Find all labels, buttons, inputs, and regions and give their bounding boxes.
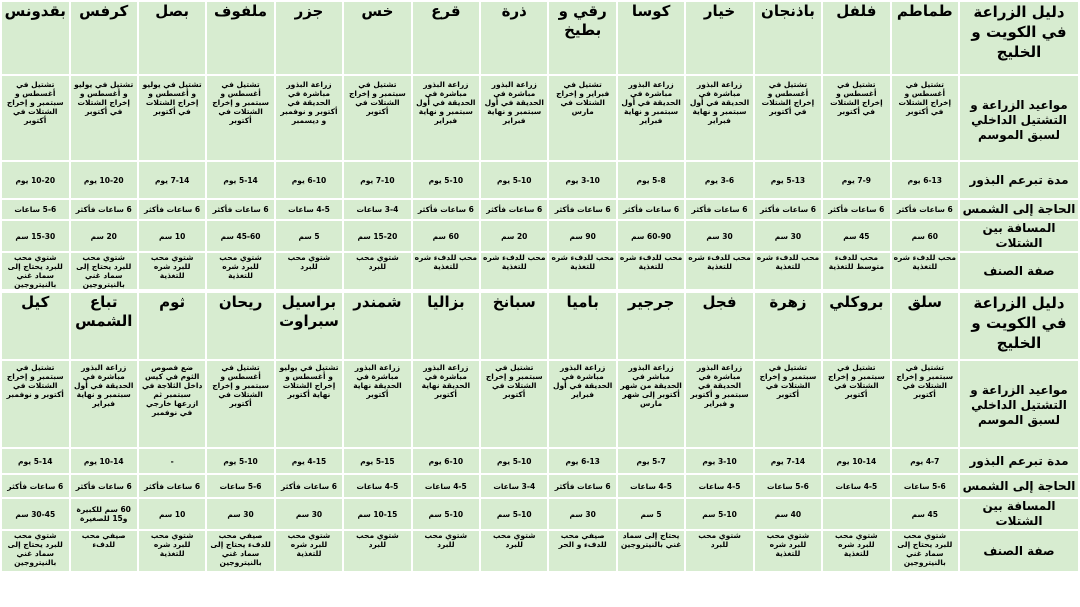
crop-germination-cell: 5-13 يوم bbox=[755, 162, 821, 198]
crop-type-cell: شتوي محب للبرد bbox=[481, 531, 547, 571]
crop-name: فلفل bbox=[823, 2, 889, 74]
crop-germination-cell: 4-15 يوم bbox=[276, 449, 342, 473]
crop-type-cell: شتوي محب للبرد يحتاج إلى سماد غني بالنيتروجين bbox=[2, 531, 69, 571]
crop-type-cell: شتوي محب للبرد شره للتغذية bbox=[823, 531, 889, 571]
crop-name: خس bbox=[344, 2, 410, 74]
crop-type-cell: محب للدفء شره للتغذية bbox=[413, 253, 479, 289]
crop-sun-cell: 5-6 ساعات bbox=[2, 200, 69, 219]
crop-type-cell: شتوي محب للبرد شره للتغذية bbox=[139, 531, 205, 571]
row-label-schedule: مواعيد الزراعة و التشتيل الداخلي لسبق الموسم bbox=[960, 76, 1078, 160]
crop-schedule-cell: تشتيل في سبتمبر و إخراج الشتلات في أكتوبر bbox=[481, 361, 547, 447]
crop-sun-cell: 6 ساعات فأكثر bbox=[686, 200, 752, 219]
table-row-spacing bbox=[2, 221, 1078, 251]
crop-spacing-cell bbox=[823, 499, 889, 529]
crop-schedule-cell: تشتيل في فبراير و إخراج الشتلات في مارس bbox=[549, 76, 615, 160]
crop-germination-cell: 5-10 يوم bbox=[413, 162, 479, 198]
crop-sun-cell: 6 ساعات فأكثر bbox=[71, 475, 137, 497]
crop-schedule-cell: تشتيل في أغسطس و إخراج الشتلات في أكتوبر bbox=[755, 76, 821, 160]
table-row-schedule bbox=[2, 361, 1078, 447]
crop-type-cell: صيفي محب للدفء يحتاج إلى سماد غني بالنيتروجين bbox=[207, 531, 273, 571]
crop-germination-cell: 7-10 يوم bbox=[344, 162, 410, 198]
crop-schedule-cell: تشتيل في سبتمبر و إخراج الشتلات في أكتوبر bbox=[892, 361, 958, 447]
crop-name: بزاليا bbox=[413, 293, 479, 359]
crop-germination-cell: 6-10 يوم bbox=[413, 449, 479, 473]
crop-name: ثوم bbox=[139, 293, 205, 359]
crop-spacing-cell: 5-10 سم bbox=[413, 499, 479, 529]
crop-sun-cell: 6 ساعات فأكثر bbox=[139, 475, 205, 497]
table-row-spacing bbox=[2, 499, 1078, 529]
crop-germination-cell: 5-8 يوم bbox=[618, 162, 684, 198]
crop-spacing-cell: 45 سم bbox=[892, 499, 958, 529]
crop-spacing-cell: 45 سم bbox=[823, 221, 889, 251]
crop-type-cell: محب للدفء شره للتغذية bbox=[686, 253, 752, 289]
crop-schedule-cell: تشتيل في أغسطس و سبتمبر و إخراج الشتلات في أكتوبر bbox=[2, 76, 69, 160]
crop-schedule-cell: تشتيل في أغسطس و إخراج الشتلات في أكتوبر bbox=[823, 76, 889, 160]
row-label-type: صفة الصنف bbox=[960, 253, 1078, 289]
crop-spacing-cell: 30 سم bbox=[276, 499, 342, 529]
crop-sun-cell: 5-6 ساعات bbox=[755, 475, 821, 497]
crop-germination-cell: 10-14 يوم bbox=[71, 449, 137, 473]
row-label-sun: الحاجة إلى الشمس bbox=[960, 200, 1078, 219]
crop-spacing-cell: 10 سم bbox=[139, 221, 205, 251]
crop-type-cell: شتوي محب للبرد شره للتغذية bbox=[276, 531, 342, 571]
crop-spacing-cell: 5-10 سم bbox=[686, 499, 752, 529]
crop-type-cell: شتوي محب للبرد شره للتغذية bbox=[207, 253, 273, 289]
row-label-germination: مدة تبرعم البذور bbox=[960, 162, 1078, 198]
crop-germination-cell: 5-7 يوم bbox=[618, 449, 684, 473]
crop-spacing-cell: 30-45 سم bbox=[2, 499, 69, 529]
row-label-spacing: المسافة بين الشتلات bbox=[960, 499, 1078, 529]
crop-name: جزر bbox=[276, 2, 342, 74]
crop-schedule-cell: تشتيل في أغسطس و إخراج الشتلات في أكتوبر bbox=[892, 76, 958, 160]
crop-spacing-cell: 10-15 سم bbox=[344, 499, 410, 529]
crop-schedule-cell: تشتيل في أغسطس و سبتمبر و إخراج الشتلات في أكتوبر bbox=[207, 361, 273, 447]
crop-sun-cell: 4-5 ساعات bbox=[344, 475, 410, 497]
crop-name: بقدونس bbox=[2, 2, 69, 74]
crop-type-cell: محب للدفء شره للتغذية bbox=[481, 253, 547, 289]
crop-name: كرفس bbox=[71, 2, 137, 74]
crop-germination-cell: - bbox=[139, 449, 205, 473]
crop-sun-cell: 6 ساعات فأكثر bbox=[549, 475, 615, 497]
crop-germination-cell: 6-10 يوم bbox=[276, 162, 342, 198]
row-label-germination: مدة تبرعم البذور bbox=[960, 449, 1078, 473]
crop-schedule-cell: تشتيل في سبتمبر و إخراج الشتلات في أكتوبر bbox=[344, 76, 410, 160]
crop-name: بصل bbox=[139, 2, 205, 74]
crop-sun-cell: 6 ساعات فأكثر bbox=[71, 200, 137, 219]
crop-spacing-cell: 5 سم bbox=[276, 221, 342, 251]
crop-schedule-cell: تشتيل في يوليو و أغسطس و إخراج الشتلات في أكتوبر bbox=[139, 76, 205, 160]
crop-schedule-cell: تشتيل في سبتمبر و إخراج الشتلات في أكتوبر bbox=[755, 361, 821, 447]
crop-name: سبانخ bbox=[481, 293, 547, 359]
crop-type-cell: شتوي محب للبرد يحتاج إلى سماد غني بالنيتروجين bbox=[71, 253, 137, 289]
table-row-germination bbox=[2, 162, 1078, 198]
crop-name: ملفوف bbox=[207, 2, 273, 74]
crop-sun-cell: 6 ساعات فأكثر bbox=[139, 200, 205, 219]
crop-type-cell: محب للدفء شره للتغذية bbox=[618, 253, 684, 289]
crop-schedule-cell: زراعة البذور مباشرة في الحديقة في أول سبتمبر و نهاية فبراير bbox=[481, 76, 547, 160]
crop-spacing-cell: 60 سم للكبيرة و15 للصغيرة bbox=[71, 499, 137, 529]
crop-name: باميا bbox=[549, 293, 615, 359]
crop-sun-cell: 6 ساعات فأكثر bbox=[892, 200, 958, 219]
crop-schedule-cell: زراعة البذور مباشرة في الحديقة في سبتمبر و أكتوبر و فبراير bbox=[686, 361, 752, 447]
crop-germination-cell: 3-10 يوم bbox=[549, 162, 615, 198]
crop-schedule-cell: زراعة البذور مباشرة في الحديقة في أول سبتمبر و نهاية فبراير bbox=[618, 76, 684, 160]
crop-schedule-cell: زراعة البذور مباشرة في الحديقة في أكتوبر و نوفمبر و ديسمبر bbox=[276, 76, 342, 160]
crop-schedule-cell: زراعة البذور مباشرة في الحديقة في أول سبتمبر و نهاية فبراير bbox=[71, 361, 137, 447]
crop-spacing-cell: 45-60 سم bbox=[207, 221, 273, 251]
crop-type-cell: شتوي محب للبرد شره للتغذية bbox=[139, 253, 205, 289]
crop-name: شمندر bbox=[344, 293, 410, 359]
crop-schedule-cell: زراعة البذور مباشرة في الحديقة في أول سبتمبر و نهاية فبراير bbox=[686, 76, 752, 160]
table-row-type bbox=[2, 531, 1078, 571]
crop-spacing-cell: 20 سم bbox=[71, 221, 137, 251]
row-label-spacing: المسافة بين الشتلات bbox=[960, 221, 1078, 251]
crop-germination-cell: 10-20 يوم bbox=[2, 162, 69, 198]
crop-schedule-cell: تشتيل في سبتمبر و إخراج الشتلات في أكتوبر bbox=[823, 361, 889, 447]
crop-germination-cell: 3-6 يوم bbox=[686, 162, 752, 198]
crop-sun-cell: 5-6 ساعات bbox=[892, 475, 958, 497]
crop-name: قرع bbox=[413, 2, 479, 74]
crop-sun-cell: 6 ساعات فأكثر bbox=[276, 475, 342, 497]
crop-type-cell: شتوي محب للبرد شره للتغذية bbox=[755, 531, 821, 571]
crop-name: بروكلي bbox=[823, 293, 889, 359]
crop-type-cell: محب للدفء شره للتغذية bbox=[755, 253, 821, 289]
crop-schedule-cell: تشتيل في يوليو و أغسطس و إخراج الشتلات نهاية أكتوبر bbox=[276, 361, 342, 447]
crop-schedule-cell: تشتيل في سبتمبر و إخراج الشتلات في أكتوبر و نوفمبر bbox=[2, 361, 69, 447]
crop-schedule-cell: ضع فصوص الثوم في كيس داخل الثلاجة في سبتمبر ثم ازرعها خارجي في نوفمبر bbox=[139, 361, 205, 447]
crop-name: كوسا bbox=[618, 2, 684, 74]
crop-spacing-cell: 5 سم bbox=[618, 499, 684, 529]
crop-germination-cell: 5-14 يوم bbox=[207, 162, 273, 198]
crop-sun-cell: 4-5 ساعات bbox=[276, 200, 342, 219]
crop-spacing-cell: 15-20 سم bbox=[344, 221, 410, 251]
crop-spacing-cell: 20 سم bbox=[481, 221, 547, 251]
crop-spacing-cell: 5-10 سم bbox=[481, 499, 547, 529]
crop-germination-cell: 7-14 يوم bbox=[755, 449, 821, 473]
crop-germination-cell: 4-7 يوم bbox=[892, 449, 958, 473]
crop-sun-cell: 6 ساعات فأكثر bbox=[823, 200, 889, 219]
crop-name: فجل bbox=[686, 293, 752, 359]
crop-type-cell: يحتاج إلى سماد غني بالنيتروجين bbox=[618, 531, 684, 571]
crop-germination-cell: 5-10 يوم bbox=[207, 449, 273, 473]
crop-spacing-cell: 30 سم bbox=[755, 221, 821, 251]
crop-schedule-cell: زراعة البذور مباشر في الحديقة من شهر أكتوبر إلى شهر مارس bbox=[618, 361, 684, 447]
crop-type-cell: شتوي محب للبرد bbox=[344, 253, 410, 289]
crop-sun-cell: 4-5 ساعات bbox=[823, 475, 889, 497]
crop-name: باذنجان bbox=[755, 2, 821, 74]
crop-sun-cell: 6 ساعات فأكثر bbox=[549, 200, 615, 219]
crop-name: سلق bbox=[892, 293, 958, 359]
crop-type-cell: شتوي محب للبرد bbox=[686, 531, 752, 571]
guide-title: دليل الزراعة في الكويت و الخليج bbox=[960, 293, 1078, 359]
planting-guide-table-1 bbox=[0, 0, 1080, 291]
crop-name: كيل bbox=[2, 293, 69, 359]
crop-sun-cell: 6 ساعات فأكثر bbox=[207, 200, 273, 219]
crop-sun-cell: 6 ساعات فأكثر bbox=[413, 200, 479, 219]
crop-name: ذرة bbox=[481, 2, 547, 74]
crop-type-cell: شتوي محب للبرد bbox=[344, 531, 410, 571]
crop-name: براسيل سبراوت bbox=[276, 293, 342, 359]
crop-name: جرجير bbox=[618, 293, 684, 359]
table-row-schedule bbox=[2, 76, 1078, 160]
crop-germination-cell: 5-10 يوم bbox=[481, 162, 547, 198]
guide-title: دليل الزراعة في الكويت و الخليج bbox=[960, 2, 1078, 74]
crop-type-cell: محب للدفء متوسط للتغذية bbox=[823, 253, 889, 289]
crop-germination-cell: 5-14 يوم bbox=[2, 449, 69, 473]
table-row-sun bbox=[2, 475, 1078, 497]
crop-name: طماطم bbox=[892, 2, 958, 74]
crop-schedule-cell: زراعة البذور مباشرة في الحديقة في أول سبتمبر و نهاية فبراير bbox=[413, 76, 479, 160]
crop-schedule-cell: تشتيل في يوليو و أغسطس و إخراج الشتلات في أكتوبر bbox=[71, 76, 137, 160]
crop-germination-cell: 3-10 يوم bbox=[686, 449, 752, 473]
crop-schedule-cell: زراعة البذور مباشرة في الحديقة نهاية أكتوبر bbox=[413, 361, 479, 447]
crop-type-cell: شتوي محب للبرد bbox=[413, 531, 479, 571]
crop-spacing-cell: 60 سم bbox=[413, 221, 479, 251]
crop-name: خيار bbox=[686, 2, 752, 74]
crop-schedule-cell: زراعة البذور مباشرة في الحديقة في أول فبراير bbox=[549, 361, 615, 447]
crop-sun-cell: 5-6 ساعات bbox=[207, 475, 273, 497]
crop-sun-cell: 6 ساعات فأكثر bbox=[481, 200, 547, 219]
crop-type-cell: شتوي محب للبرد يحتاج إلى سماد غني بالنيتروجين bbox=[892, 531, 958, 571]
crop-spacing-cell: 60-90 سم bbox=[618, 221, 684, 251]
crop-spacing-cell: 30 سم bbox=[549, 499, 615, 529]
crop-type-cell: صيفي محب للدفء و الحر bbox=[549, 531, 615, 571]
crop-germination-cell: 7-14 يوم bbox=[139, 162, 205, 198]
crop-spacing-cell: 10 سم bbox=[139, 499, 205, 529]
crop-header-row bbox=[2, 2, 1078, 74]
row-label-sun: الحاجة إلى الشمس bbox=[960, 475, 1078, 497]
crop-name: رقي و بطيخ bbox=[549, 2, 615, 74]
crop-schedule-cell: زراعة البذور مباشرة في الحديقة نهاية أكتوبر bbox=[344, 361, 410, 447]
crop-spacing-cell: 40 سم bbox=[755, 499, 821, 529]
crop-header-row bbox=[2, 293, 1078, 359]
crop-sun-cell: 4-5 ساعات bbox=[413, 475, 479, 497]
crop-name: تباع الشمس bbox=[71, 293, 137, 359]
crop-spacing-cell: 60 سم bbox=[892, 221, 958, 251]
crop-type-cell: شتوي محب للبرد bbox=[276, 253, 342, 289]
crop-sun-cell: 6 ساعات فأكثر bbox=[755, 200, 821, 219]
crop-germination-cell: 5-15 يوم bbox=[344, 449, 410, 473]
table-row-sun bbox=[2, 200, 1078, 219]
crop-sun-cell: 3-4 ساعات bbox=[481, 475, 547, 497]
crop-name: ريحان bbox=[207, 293, 273, 359]
crop-germination-cell: 10-14 يوم bbox=[823, 449, 889, 473]
crop-type-cell: محب للدفء شره للتغذية bbox=[549, 253, 615, 289]
row-label-type: صفة الصنف bbox=[960, 531, 1078, 571]
crop-sun-cell: 4-5 ساعات bbox=[618, 475, 684, 497]
table-row-germination bbox=[2, 449, 1078, 473]
planting-guide-table-2 bbox=[0, 291, 1080, 573]
crop-type-cell: محب للدفء شره للتغذية bbox=[892, 253, 958, 289]
crop-type-cell: شتوي محب للبرد يحتاج إلى سماد غني بالنيتروجين bbox=[2, 253, 69, 289]
row-label-schedule: مواعيد الزراعة و التشتيل الداخلي لسبق الموسم bbox=[960, 361, 1078, 447]
crop-sun-cell: 6 ساعات فأكثر bbox=[618, 200, 684, 219]
crop-sun-cell: 4-5 ساعات bbox=[686, 475, 752, 497]
crop-spacing-cell: 30 سم bbox=[207, 499, 273, 529]
crop-spacing-cell: 15-30 سم bbox=[2, 221, 69, 251]
crop-sun-cell: 3-4 ساعات bbox=[344, 200, 410, 219]
crop-spacing-cell: 30 سم bbox=[686, 221, 752, 251]
crop-germination-cell: 5-10 يوم bbox=[481, 449, 547, 473]
crop-germination-cell: 10-20 يوم bbox=[71, 162, 137, 198]
crop-sun-cell: 6 ساعات فأكثر bbox=[2, 475, 69, 497]
crop-schedule-cell: تشتيل في أغسطس و سبتمبر و إخراج الشتلات في أكتوبر bbox=[207, 76, 273, 160]
crop-germination-cell: 6-13 يوم bbox=[892, 162, 958, 198]
crop-spacing-cell: 90 سم bbox=[549, 221, 615, 251]
table-row-type bbox=[2, 253, 1078, 289]
crop-name: زهرة bbox=[755, 293, 821, 359]
crop-germination-cell: 7-9 يوم bbox=[823, 162, 889, 198]
crop-germination-cell: 6-13 يوم bbox=[549, 449, 615, 473]
crop-type-cell: صيفي محب للدفء bbox=[71, 531, 137, 571]
